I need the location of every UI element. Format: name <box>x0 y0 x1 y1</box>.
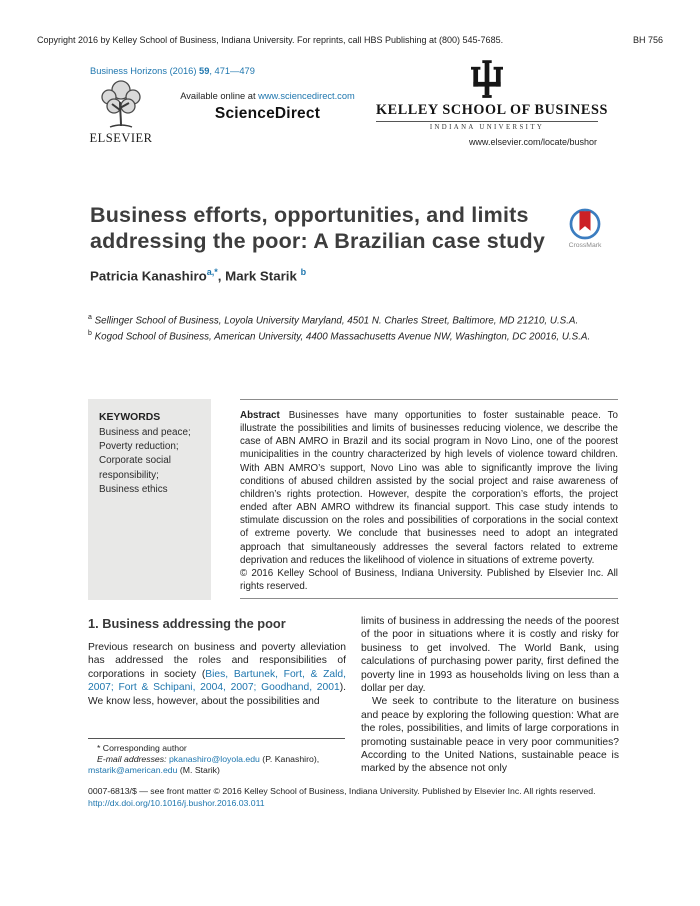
keyword-item: Corporate social responsibility; <box>99 455 171 481</box>
doi-link[interactable]: http://dx.doi.org/10.1016/j.bushor.2016.03.011 <box>88 797 265 808</box>
abstract-label: Abstract <box>240 410 280 421</box>
journal-citation-pre: Business Horizons (2016) <box>90 66 200 76</box>
footnote-rule <box>88 738 345 739</box>
indiana-university-label: INDIANA UNIVERSITY <box>429 124 545 131</box>
inline-citation-link[interactable]: Bies, Bartunek, Fort, & Zald, 2007; Fort & Schipani, 2004, 2007; Goodhand, 2001 <box>88 668 346 694</box>
document-code: BH 756 <box>632 35 663 45</box>
body-column-left <box>88 641 346 708</box>
email-2-name: (M. Starik) <box>177 765 220 776</box>
crossmark-label: CrossMark <box>568 242 602 249</box>
keyword-item: Business ethics <box>99 483 168 495</box>
affiliation-b-text: Kogod School of Business, American University, 4400 Massachusetts Avenue NW, Washington, DC 20016, U.S.A. <box>94 330 591 342</box>
corresponding-author-footnote <box>88 743 350 777</box>
abstract-copyright: © 2016 Kelley School of Business, Indiana University. Published by Elsevier Inc. All rights reserved. <box>240 567 618 593</box>
crossmark-icon <box>562 207 608 241</box>
elsevier-tree-icon <box>88 78 154 130</box>
elsevier-logo <box>88 78 154 146</box>
email-addresses-line-2 <box>88 765 350 776</box>
right-paragraph-1: limits of business in addressing the needs of the poorest of the poor in situations where it is costly and risky for business to get involved. The World Bank, using calculations of purchasing power parity, first defined the poverty line in 1993 as households living on less than a dollar per day. <box>361 616 619 695</box>
sciencedirect-wordmark: ScienceDirect <box>214 105 321 122</box>
journal-pages: , 471—479 <box>209 66 255 76</box>
section-1-heading: 1. Business addressing the poor <box>88 616 286 631</box>
abstract-paragraph <box>240 409 618 567</box>
author-2: Mark Starik <box>225 268 297 284</box>
keyword-item: Poverty reduction; <box>99 441 179 453</box>
author-1: Patricia Kanashiro <box>90 268 207 284</box>
keywords-heading: KEYWORDS <box>99 412 161 423</box>
affiliation-b <box>88 328 620 344</box>
author-line <box>90 267 306 283</box>
affiliations <box>88 312 620 343</box>
affiliation-a-sup: a <box>88 314 92 321</box>
right-paragraph-2: We seek to contribute to the literature on business and peace by exploring the following question: What are the roles, possibilities, and limits of large corporations in promoting sustainable peace in very poor communities? According to the United Nations, sustainable peace is marked by the absence not only <box>361 696 619 775</box>
kelley-school-wordmark: KELLEY SCHOOL OF BUSINESS <box>376 102 608 118</box>
journal-volume: 59 <box>199 66 210 76</box>
elsevier-wordmark: ELSEVIER <box>89 131 153 145</box>
kelley-rule <box>376 121 598 122</box>
email-link-kanashiro[interactable]: pkanashiro@loyola.edu <box>168 754 260 765</box>
email-link-starik[interactable]: mstarik@american.edu <box>88 765 178 776</box>
journal-homepage-link[interactable]: www.elsevier.com/locate/bushor <box>468 137 597 147</box>
email-1-name: (P. Kanashiro), <box>259 754 320 765</box>
abstract-text: Businesses have many opportunities to foster sustainable peace. To illustrate the possibilities and limits of businesses reducing violence, we describe the case of ABN AMRO in Brazil and its social program in Novo Lino, one of the poorest municipalities in the country characterized by high levels of violence toward children. With ABN AMRO’s support, Novo Lino was able to significantly improve the living conditions of abused children assisted by the social project and raise awareness of children’s rights protection. However, despite the corporation’s efforts, the project ended after ABN AMRO withdrew its financial support. This case study intends to stimulate discussion on the roles and possibilities of corporations in the social context of extreme poverty. We conclude that businesses need to adopt an integrated approach that simultaneously addresses the several factors related to extreme deprivation and reduces the likelihood of violence in situations of extreme poverty. <box>240 410 618 566</box>
sciencedirect-url-link[interactable]: www.sciencedirect.com <box>258 91 355 101</box>
copyright-line: Copyright 2016 by Kelley School of Business, Indiana University. For reprints, call HBS Publishing at (800) 545-7685. <box>37 35 504 45</box>
crossmark-badge[interactable] <box>562 207 608 249</box>
article-title-line1: Business efforts, opportunities, and limits <box>90 203 529 227</box>
keywords-box <box>88 399 211 600</box>
author-separator: , <box>217 268 226 284</box>
email-label: E-mail addresses: <box>97 754 169 765</box>
reprint-copyright-row <box>37 35 663 45</box>
corresponding-author-line: * Corresponding author <box>97 743 187 753</box>
abstract-section <box>240 399 618 599</box>
available-online-line <box>165 91 370 101</box>
affiliation-a <box>88 312 620 328</box>
left-paragraph-1 <box>88 641 346 708</box>
front-matter-footer <box>88 786 633 809</box>
left-p1-text: Previous research on business and poverty alleviation has addressed the roles and responsibilities of corporations in society ( <box>88 642 346 680</box>
iu-trident-icon <box>376 60 598 100</box>
article-title <box>90 202 560 254</box>
available-online-text: Available online at <box>180 91 259 101</box>
body-column-right <box>361 615 619 776</box>
issn-copyright-line: 0007-6813/$ — see front matter © 2016 Kelley School of Business, Indiana University. Published by Elsevier Inc. All rights reserved. <box>88 786 596 796</box>
affiliation-a-text: Sellinger School of Business, Loyola University Maryland, 4501 N. Charles Street, Baltimore, MD 21210, U.S.A. <box>94 315 579 327</box>
author-2-affil-sup[interactable]: b <box>300 267 307 277</box>
kelley-school-block <box>376 60 608 147</box>
journal-citation-link[interactable] <box>90 66 255 76</box>
author-1-affil-sup[interactable]: a,* <box>206 267 218 277</box>
article-title-line2: addressing the poor: A Brazilian case study <box>90 229 546 253</box>
affiliation-b-sup: b <box>88 329 92 337</box>
sciencedirect-block <box>165 91 370 123</box>
email-addresses-line <box>88 754 350 765</box>
keyword-item: Business and peace; <box>99 427 191 438</box>
left-p1-text-end: ). We know less, however, about the possibilities and <box>88 682 346 707</box>
